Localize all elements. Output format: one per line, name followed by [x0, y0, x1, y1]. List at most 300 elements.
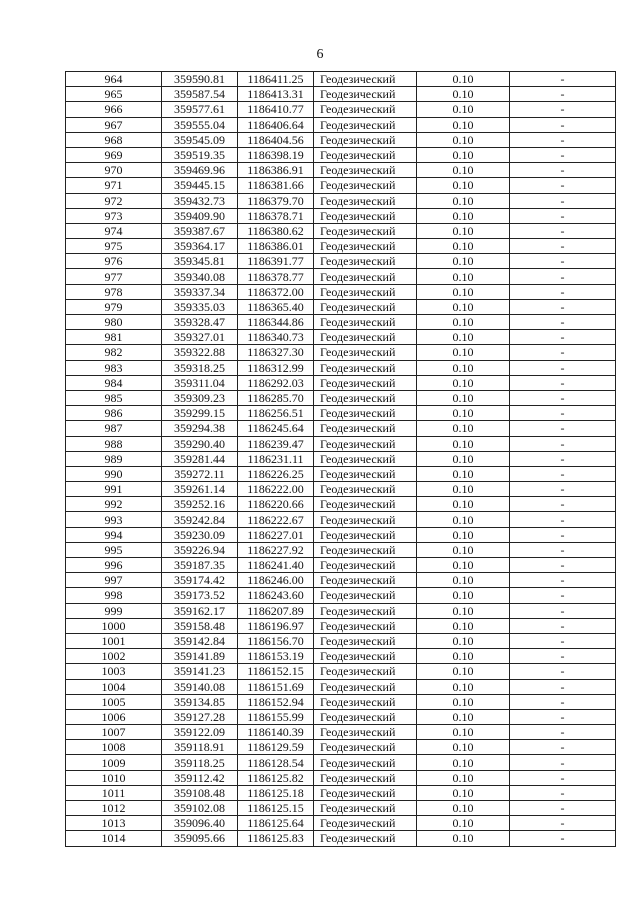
point-number-cell: 1004	[66, 679, 162, 694]
accuracy-cell: 0.10	[417, 390, 510, 405]
description-cell: -	[510, 254, 616, 269]
y-coordinate-cell: 1186246.00	[238, 573, 314, 588]
point-number-cell: 1005	[66, 694, 162, 709]
description-cell: -	[510, 725, 616, 740]
accuracy-cell: 0.10	[417, 102, 510, 117]
table-row	[66, 193, 616, 208]
method-cell: Геодезический	[314, 709, 417, 724]
point-number-cell: 964	[66, 72, 162, 87]
x-coordinate-cell: 359387.67	[162, 223, 238, 238]
description-cell: -	[510, 147, 616, 162]
table-row	[66, 330, 616, 345]
table-row	[66, 649, 616, 664]
accuracy-cell: 0.10	[417, 330, 510, 345]
method-cell: Геодезический	[314, 421, 417, 436]
point-number-cell: 977	[66, 269, 162, 284]
x-coordinate-cell: 359590.81	[162, 72, 238, 87]
table-row	[66, 406, 616, 421]
table-row	[66, 254, 616, 269]
point-number-cell: 996	[66, 558, 162, 573]
accuracy-cell: 0.10	[417, 436, 510, 451]
method-cell: Геодезический	[314, 284, 417, 299]
method-cell: Геодезический	[314, 558, 417, 573]
point-number-cell: 995	[66, 542, 162, 557]
accuracy-cell: 0.10	[417, 193, 510, 208]
point-number-cell: 975	[66, 239, 162, 254]
x-coordinate-cell: 359141.89	[162, 649, 238, 664]
description-cell: -	[510, 390, 616, 405]
table-row	[66, 360, 616, 375]
x-coordinate-cell: 359290.40	[162, 436, 238, 451]
table-row	[66, 740, 616, 755]
y-coordinate-cell: 1186327.30	[238, 345, 314, 360]
accuracy-cell: 0.10	[417, 649, 510, 664]
x-coordinate-cell: 359409.90	[162, 208, 238, 223]
point-number-cell: 993	[66, 512, 162, 527]
point-number-cell: 1000	[66, 618, 162, 633]
table-row	[66, 390, 616, 405]
x-coordinate-cell: 359311.04	[162, 375, 238, 390]
description-cell: -	[510, 284, 616, 299]
y-coordinate-cell: 1186372.00	[238, 284, 314, 299]
method-cell: Геодезический	[314, 527, 417, 542]
method-cell: Геодезический	[314, 588, 417, 603]
table-row	[66, 633, 616, 648]
y-coordinate-cell: 1186155.99	[238, 709, 314, 724]
y-coordinate-cell: 1186410.77	[238, 102, 314, 117]
accuracy-cell: 0.10	[417, 208, 510, 223]
x-coordinate-cell: 359158.48	[162, 618, 238, 633]
method-cell: Геодезический	[314, 239, 417, 254]
description-cell: -	[510, 542, 616, 557]
table-row	[66, 558, 616, 573]
table-row	[66, 436, 616, 451]
point-number-cell: 1011	[66, 785, 162, 800]
y-coordinate-cell: 1186156.70	[238, 633, 314, 648]
point-number-cell: 973	[66, 208, 162, 223]
table-row	[66, 132, 616, 147]
description-cell: -	[510, 299, 616, 314]
accuracy-cell: 0.10	[417, 801, 510, 816]
x-coordinate-cell: 359141.23	[162, 664, 238, 679]
method-cell: Геодезический	[314, 87, 417, 102]
accuracy-cell: 0.10	[417, 254, 510, 269]
table-row	[66, 163, 616, 178]
table-row	[66, 816, 616, 831]
x-coordinate-cell: 359318.25	[162, 360, 238, 375]
y-coordinate-cell: 1186340.73	[238, 330, 314, 345]
point-number-cell: 990	[66, 466, 162, 481]
point-number-cell: 985	[66, 390, 162, 405]
x-coordinate-cell: 359294.38	[162, 421, 238, 436]
table-row	[66, 573, 616, 588]
y-coordinate-cell: 1186381.66	[238, 178, 314, 193]
point-number-cell: 972	[66, 193, 162, 208]
y-coordinate-cell: 1186292.03	[238, 375, 314, 390]
accuracy-cell: 0.10	[417, 482, 510, 497]
accuracy-cell: 0.10	[417, 694, 510, 709]
description-cell: -	[510, 801, 616, 816]
y-coordinate-cell: 1186398.19	[238, 147, 314, 162]
x-coordinate-cell: 359364.17	[162, 239, 238, 254]
method-cell: Геодезический	[314, 117, 417, 132]
y-coordinate-cell: 1186378.77	[238, 269, 314, 284]
table-row	[66, 603, 616, 618]
description-cell: -	[510, 785, 616, 800]
description-cell: -	[510, 223, 616, 238]
point-number-cell: 988	[66, 436, 162, 451]
accuracy-cell: 0.10	[417, 163, 510, 178]
table-row	[66, 725, 616, 740]
accuracy-cell: 0.10	[417, 497, 510, 512]
x-coordinate-cell: 359112.42	[162, 770, 238, 785]
description-cell: -	[510, 178, 616, 193]
x-coordinate-cell: 359519.35	[162, 147, 238, 162]
description-cell: -	[510, 421, 616, 436]
table-row	[66, 512, 616, 527]
point-number-cell: 978	[66, 284, 162, 299]
description-cell: -	[510, 72, 616, 87]
table-row	[66, 709, 616, 724]
table-row	[66, 679, 616, 694]
x-coordinate-cell: 359140.08	[162, 679, 238, 694]
y-coordinate-cell: 1186378.71	[238, 208, 314, 223]
x-coordinate-cell: 359096.40	[162, 816, 238, 831]
y-coordinate-cell: 1186152.15	[238, 664, 314, 679]
description-cell: -	[510, 709, 616, 724]
description-cell: -	[510, 755, 616, 770]
method-cell: Геодезический	[314, 299, 417, 314]
accuracy-cell: 0.10	[417, 421, 510, 436]
accuracy-cell: 0.10	[417, 679, 510, 694]
description-cell: -	[510, 193, 616, 208]
x-coordinate-cell: 359162.17	[162, 603, 238, 618]
y-coordinate-cell: 1186125.82	[238, 770, 314, 785]
y-coordinate-cell: 1186256.51	[238, 406, 314, 421]
point-number-cell: 1012	[66, 801, 162, 816]
point-number-cell: 979	[66, 299, 162, 314]
x-coordinate-cell: 359309.23	[162, 390, 238, 405]
description-cell: -	[510, 163, 616, 178]
y-coordinate-cell: 1186153.19	[238, 649, 314, 664]
method-cell: Геодезический	[314, 497, 417, 512]
method-cell: Геодезический	[314, 163, 417, 178]
y-coordinate-cell: 1186227.01	[238, 527, 314, 542]
x-coordinate-cell: 359340.08	[162, 269, 238, 284]
method-cell: Геодезический	[314, 102, 417, 117]
x-coordinate-cell: 359469.96	[162, 163, 238, 178]
description-cell: -	[510, 512, 616, 527]
method-cell: Геодезический	[314, 633, 417, 648]
point-number-cell: 986	[66, 406, 162, 421]
description-cell: -	[510, 406, 616, 421]
point-number-cell: 966	[66, 102, 162, 117]
description-cell: -	[510, 649, 616, 664]
table-row	[66, 421, 616, 436]
table-row	[66, 72, 616, 87]
method-cell: Геодезический	[314, 785, 417, 800]
description-cell: -	[510, 603, 616, 618]
y-coordinate-cell: 1186413.31	[238, 87, 314, 102]
table-row	[66, 87, 616, 102]
accuracy-cell: 0.10	[417, 466, 510, 481]
method-cell: Геодезический	[314, 269, 417, 284]
accuracy-cell: 0.10	[417, 72, 510, 87]
page-number: 6	[316, 47, 324, 62]
method-cell: Геодезический	[314, 542, 417, 557]
table-row	[66, 375, 616, 390]
accuracy-cell: 0.10	[417, 725, 510, 740]
y-coordinate-cell: 1186312.99	[238, 360, 314, 375]
description-cell: -	[510, 831, 616, 846]
x-coordinate-cell: 359134.85	[162, 694, 238, 709]
point-number-cell: 965	[66, 87, 162, 102]
point-number-cell: 1013	[66, 816, 162, 831]
y-coordinate-cell: 1186125.64	[238, 816, 314, 831]
point-number-cell: 980	[66, 315, 162, 330]
method-cell: Геодезический	[314, 573, 417, 588]
description-cell: -	[510, 573, 616, 588]
accuracy-cell: 0.10	[417, 284, 510, 299]
table-row	[66, 299, 616, 314]
description-cell: -	[510, 132, 616, 147]
y-coordinate-cell: 1186128.54	[238, 755, 314, 770]
table-row	[66, 284, 616, 299]
x-coordinate-cell: 359242.84	[162, 512, 238, 527]
point-number-cell: 1010	[66, 770, 162, 785]
y-coordinate-cell: 1186129.59	[238, 740, 314, 755]
accuracy-cell: 0.10	[417, 87, 510, 102]
accuracy-cell: 0.10	[417, 558, 510, 573]
accuracy-cell: 0.10	[417, 178, 510, 193]
accuracy-cell: 0.10	[417, 709, 510, 724]
y-coordinate-cell: 1186151.69	[238, 679, 314, 694]
method-cell: Геодезический	[314, 147, 417, 162]
accuracy-cell: 0.10	[417, 375, 510, 390]
method-cell: Геодезический	[314, 360, 417, 375]
x-coordinate-cell: 359095.66	[162, 831, 238, 846]
method-cell: Геодезический	[314, 649, 417, 664]
y-coordinate-cell: 1186220.66	[238, 497, 314, 512]
y-coordinate-cell: 1186241.40	[238, 558, 314, 573]
accuracy-cell: 0.10	[417, 512, 510, 527]
method-cell: Геодезический	[314, 694, 417, 709]
description-cell: -	[510, 330, 616, 345]
table-row	[66, 770, 616, 785]
point-number-cell: 968	[66, 132, 162, 147]
accuracy-cell: 0.10	[417, 451, 510, 466]
method-cell: Геодезический	[314, 254, 417, 269]
method-cell: Геодезический	[314, 451, 417, 466]
description-cell: -	[510, 451, 616, 466]
method-cell: Геодезический	[314, 603, 417, 618]
table-row	[66, 315, 616, 330]
x-coordinate-cell: 359445.15	[162, 178, 238, 193]
description-cell: -	[510, 117, 616, 132]
table-row	[66, 588, 616, 603]
point-number-cell: 967	[66, 117, 162, 132]
y-coordinate-cell: 1186245.64	[238, 421, 314, 436]
y-coordinate-cell: 1186227.92	[238, 542, 314, 557]
accuracy-cell: 0.10	[417, 345, 510, 360]
table-row	[66, 178, 616, 193]
method-cell: Геодезический	[314, 770, 417, 785]
point-number-cell: 1003	[66, 664, 162, 679]
table-row	[66, 542, 616, 557]
x-coordinate-cell: 359299.15	[162, 406, 238, 421]
table-row	[66, 527, 616, 542]
point-number-cell: 994	[66, 527, 162, 542]
accuracy-cell: 0.10	[417, 785, 510, 800]
accuracy-cell: 0.10	[417, 147, 510, 162]
x-coordinate-cell: 359432.73	[162, 193, 238, 208]
description-cell: -	[510, 770, 616, 785]
method-cell: Геодезический	[314, 740, 417, 755]
description-cell: -	[510, 816, 616, 831]
table-row	[66, 482, 616, 497]
point-number-cell: 1002	[66, 649, 162, 664]
y-coordinate-cell: 1186152.94	[238, 694, 314, 709]
accuracy-cell: 0.10	[417, 816, 510, 831]
method-cell: Геодезический	[314, 208, 417, 223]
point-number-cell: 969	[66, 147, 162, 162]
x-coordinate-cell: 359587.54	[162, 87, 238, 102]
x-coordinate-cell: 359226.94	[162, 542, 238, 557]
point-number-cell: 1008	[66, 740, 162, 755]
description-cell: -	[510, 208, 616, 223]
description-cell: -	[510, 664, 616, 679]
table-row	[66, 269, 616, 284]
x-coordinate-cell: 359272.11	[162, 466, 238, 481]
description-cell: -	[510, 482, 616, 497]
accuracy-cell: 0.10	[417, 740, 510, 755]
point-number-cell: 1006	[66, 709, 162, 724]
point-number-cell: 984	[66, 375, 162, 390]
y-coordinate-cell: 1186140.39	[238, 725, 314, 740]
accuracy-cell: 0.10	[417, 239, 510, 254]
x-coordinate-cell: 359174.42	[162, 573, 238, 588]
accuracy-cell: 0.10	[417, 618, 510, 633]
table-row	[66, 147, 616, 162]
description-cell: -	[510, 315, 616, 330]
accuracy-cell: 0.10	[417, 315, 510, 330]
description-cell: -	[510, 269, 616, 284]
accuracy-cell: 0.10	[417, 573, 510, 588]
description-cell: -	[510, 618, 616, 633]
accuracy-cell: 0.10	[417, 633, 510, 648]
table-row	[66, 208, 616, 223]
accuracy-cell: 0.10	[417, 755, 510, 770]
method-cell: Геодезический	[314, 72, 417, 87]
description-cell: -	[510, 375, 616, 390]
accuracy-cell: 0.10	[417, 299, 510, 314]
point-number-cell: 974	[66, 223, 162, 238]
x-coordinate-cell: 359102.08	[162, 801, 238, 816]
y-coordinate-cell: 1186406.64	[238, 117, 314, 132]
point-number-cell: 1001	[66, 633, 162, 648]
table-row	[66, 497, 616, 512]
method-cell: Геодезический	[314, 801, 417, 816]
x-coordinate-cell: 359328.47	[162, 315, 238, 330]
accuracy-cell: 0.10	[417, 588, 510, 603]
point-number-cell: 983	[66, 360, 162, 375]
x-coordinate-cell: 359118.25	[162, 755, 238, 770]
table-row	[66, 785, 616, 800]
description-cell: -	[510, 345, 616, 360]
accuracy-cell: 0.10	[417, 269, 510, 284]
y-coordinate-cell: 1186222.67	[238, 512, 314, 527]
x-coordinate-cell: 359187.35	[162, 558, 238, 573]
y-coordinate-cell: 1186404.56	[238, 132, 314, 147]
method-cell: Геодезический	[314, 406, 417, 421]
table-row	[66, 345, 616, 360]
y-coordinate-cell: 1186239.47	[238, 436, 314, 451]
y-coordinate-cell: 1186344.86	[238, 315, 314, 330]
table-row	[66, 239, 616, 254]
x-coordinate-cell: 359322.88	[162, 345, 238, 360]
table-row	[66, 117, 616, 132]
accuracy-cell: 0.10	[417, 117, 510, 132]
description-cell: -	[510, 527, 616, 542]
point-number-cell: 991	[66, 482, 162, 497]
method-cell: Геодезический	[314, 390, 417, 405]
x-coordinate-cell: 359230.09	[162, 527, 238, 542]
table-row	[66, 801, 616, 816]
description-cell: -	[510, 436, 616, 451]
accuracy-cell: 0.10	[417, 542, 510, 557]
method-cell: Геодезический	[314, 193, 417, 208]
table-row	[66, 664, 616, 679]
x-coordinate-cell: 359261.14	[162, 482, 238, 497]
accuracy-cell: 0.10	[417, 223, 510, 238]
point-number-cell: 998	[66, 588, 162, 603]
point-number-cell: 1009	[66, 755, 162, 770]
point-number-cell: 997	[66, 573, 162, 588]
y-coordinate-cell: 1186196.97	[238, 618, 314, 633]
table-row	[66, 694, 616, 709]
y-coordinate-cell: 1186391.77	[238, 254, 314, 269]
y-coordinate-cell: 1186222.00	[238, 482, 314, 497]
point-number-cell: 989	[66, 451, 162, 466]
y-coordinate-cell: 1186231.11	[238, 451, 314, 466]
point-number-cell: 970	[66, 163, 162, 178]
method-cell: Геодезический	[314, 679, 417, 694]
description-cell: -	[510, 740, 616, 755]
description-cell: -	[510, 694, 616, 709]
y-coordinate-cell: 1186285.70	[238, 390, 314, 405]
table-row	[66, 618, 616, 633]
description-cell: -	[510, 497, 616, 512]
y-coordinate-cell: 1186380.62	[238, 223, 314, 238]
table-row	[66, 831, 616, 846]
method-cell: Геодезический	[314, 755, 417, 770]
point-number-cell: 982	[66, 345, 162, 360]
accuracy-cell: 0.10	[417, 603, 510, 618]
x-coordinate-cell: 359142.84	[162, 633, 238, 648]
y-coordinate-cell: 1186386.01	[238, 239, 314, 254]
accuracy-cell: 0.10	[417, 770, 510, 785]
x-coordinate-cell: 359577.61	[162, 102, 238, 117]
x-coordinate-cell: 359545.09	[162, 132, 238, 147]
point-number-cell: 1014	[66, 831, 162, 846]
coordinates-table-body	[66, 72, 616, 847]
y-coordinate-cell: 1186125.83	[238, 831, 314, 846]
table-row	[66, 102, 616, 117]
method-cell: Геодезический	[314, 345, 417, 360]
accuracy-cell: 0.10	[417, 664, 510, 679]
coordinates-table	[65, 71, 616, 847]
method-cell: Геодезический	[314, 375, 417, 390]
